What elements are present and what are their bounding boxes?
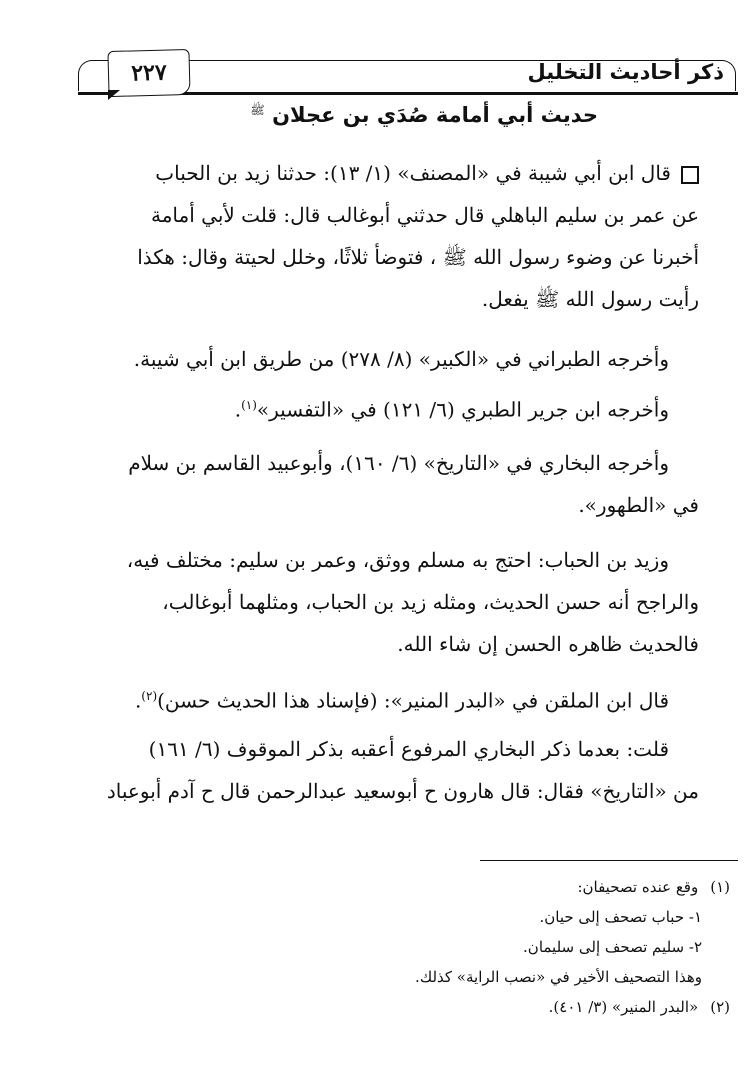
paragraph-6 xyxy=(96,675,699,722)
paragraph-3 xyxy=(96,384,699,431)
footnotes xyxy=(300,872,730,1022)
paragraph-7 xyxy=(96,728,699,812)
paragraph-line: قال ابن الملقن في «البدر المنير»: (فإسناد هذا الحديث حسن)$^{(٢)}$. xyxy=(134,688,669,713)
honorific-mark: ﷺ xyxy=(250,103,265,117)
paragraph-2 xyxy=(96,338,699,380)
paragraph-line: والراجح أنه حسن الحديث، ومثله زيد بن الحباب، ومثلهما أبوغالب، xyxy=(162,590,699,614)
footnote-1-item: ٢- سليم تصحف إلى سليمان. xyxy=(523,938,702,956)
paragraph-line: قلت: بعدما ذكر البخاري المرفوع أعقبه بذكر الموقوف (٦/ ١٦١) xyxy=(148,737,669,761)
footnote-1: (١)وقع عنده تصحيفان: xyxy=(577,878,730,896)
footnote-2: (٢)«البدر المنير» (٣/ ٤٠١). xyxy=(548,998,730,1016)
paragraph-line: في «الطهور». xyxy=(578,493,699,517)
footnote-1-item: ١- حباب تصحف إلى حيان. xyxy=(539,908,702,926)
paragraph-5 xyxy=(96,539,699,665)
paragraph-line: وأخرجه ابن جرير الطبري (٦/ ١٢١) في «التفسير»$^{(١)}$. xyxy=(234,397,669,422)
page-number: ٢٢٧ xyxy=(130,59,168,87)
paragraph-line: أخبرنا عن وضوء رسول الله ﷺ ، فتوضأ ثلاثًا، وخلل لحيتة وقال: هكذا xyxy=(137,245,699,269)
paragraph-line: عن عمر بن سليم الباهلي قال حدثني أبوغالب قال: قلت لأبي أمامة xyxy=(151,203,699,227)
section-heading xyxy=(150,103,598,127)
footnote-1-note: وهذا التصحيف الأخير في «نصب الراية» كذلك. xyxy=(415,968,702,986)
section-heading-text: حديث أبي أمامة صُدَي بن عجلان xyxy=(272,103,598,127)
paragraph-1 xyxy=(96,152,699,320)
paragraph-line: وأخرجه الطبراني في «الكبير» (٨/ ٢٧٨) من طريق ابن أبي شيبة. xyxy=(133,347,669,371)
tab-fold-decoration xyxy=(108,90,120,100)
paragraph-line: من «التاريخ» فقال: قال هارون ح أبوسعيد عبدالرحمن قال ح آدم أبوعباد xyxy=(106,779,699,803)
running-header xyxy=(78,50,738,95)
footnote-ref: (٢) xyxy=(141,689,158,703)
checkbox-bullet-icon xyxy=(681,166,699,184)
paragraph-line: فالحديث ظاهره الحسن إن شاء الله. xyxy=(397,632,699,656)
paragraph-line: رأيت رسول الله ﷺ يفعل. xyxy=(481,287,699,311)
paragraph-line: وزيد بن الحباب: احتج به مسلم ووثق، وعمر بن سليم: مختلف فيه، xyxy=(126,548,669,572)
footnote-ref: (١) xyxy=(241,398,257,412)
paragraph-4 xyxy=(96,442,699,526)
paragraph-line: قال ابن أبي شيبة في «المصنف» (١/ ١٣): حدثنا زيد بن الحباب xyxy=(96,152,699,194)
footnote-separator xyxy=(480,860,738,861)
paragraph-line: وأخرجه البخاري في «التاريخ» (٦/ ١٦٠)، وأبوعبيد القاسم بن سلام xyxy=(128,451,669,475)
chapter-title: ذكر أحاديث التخليل xyxy=(527,60,724,84)
